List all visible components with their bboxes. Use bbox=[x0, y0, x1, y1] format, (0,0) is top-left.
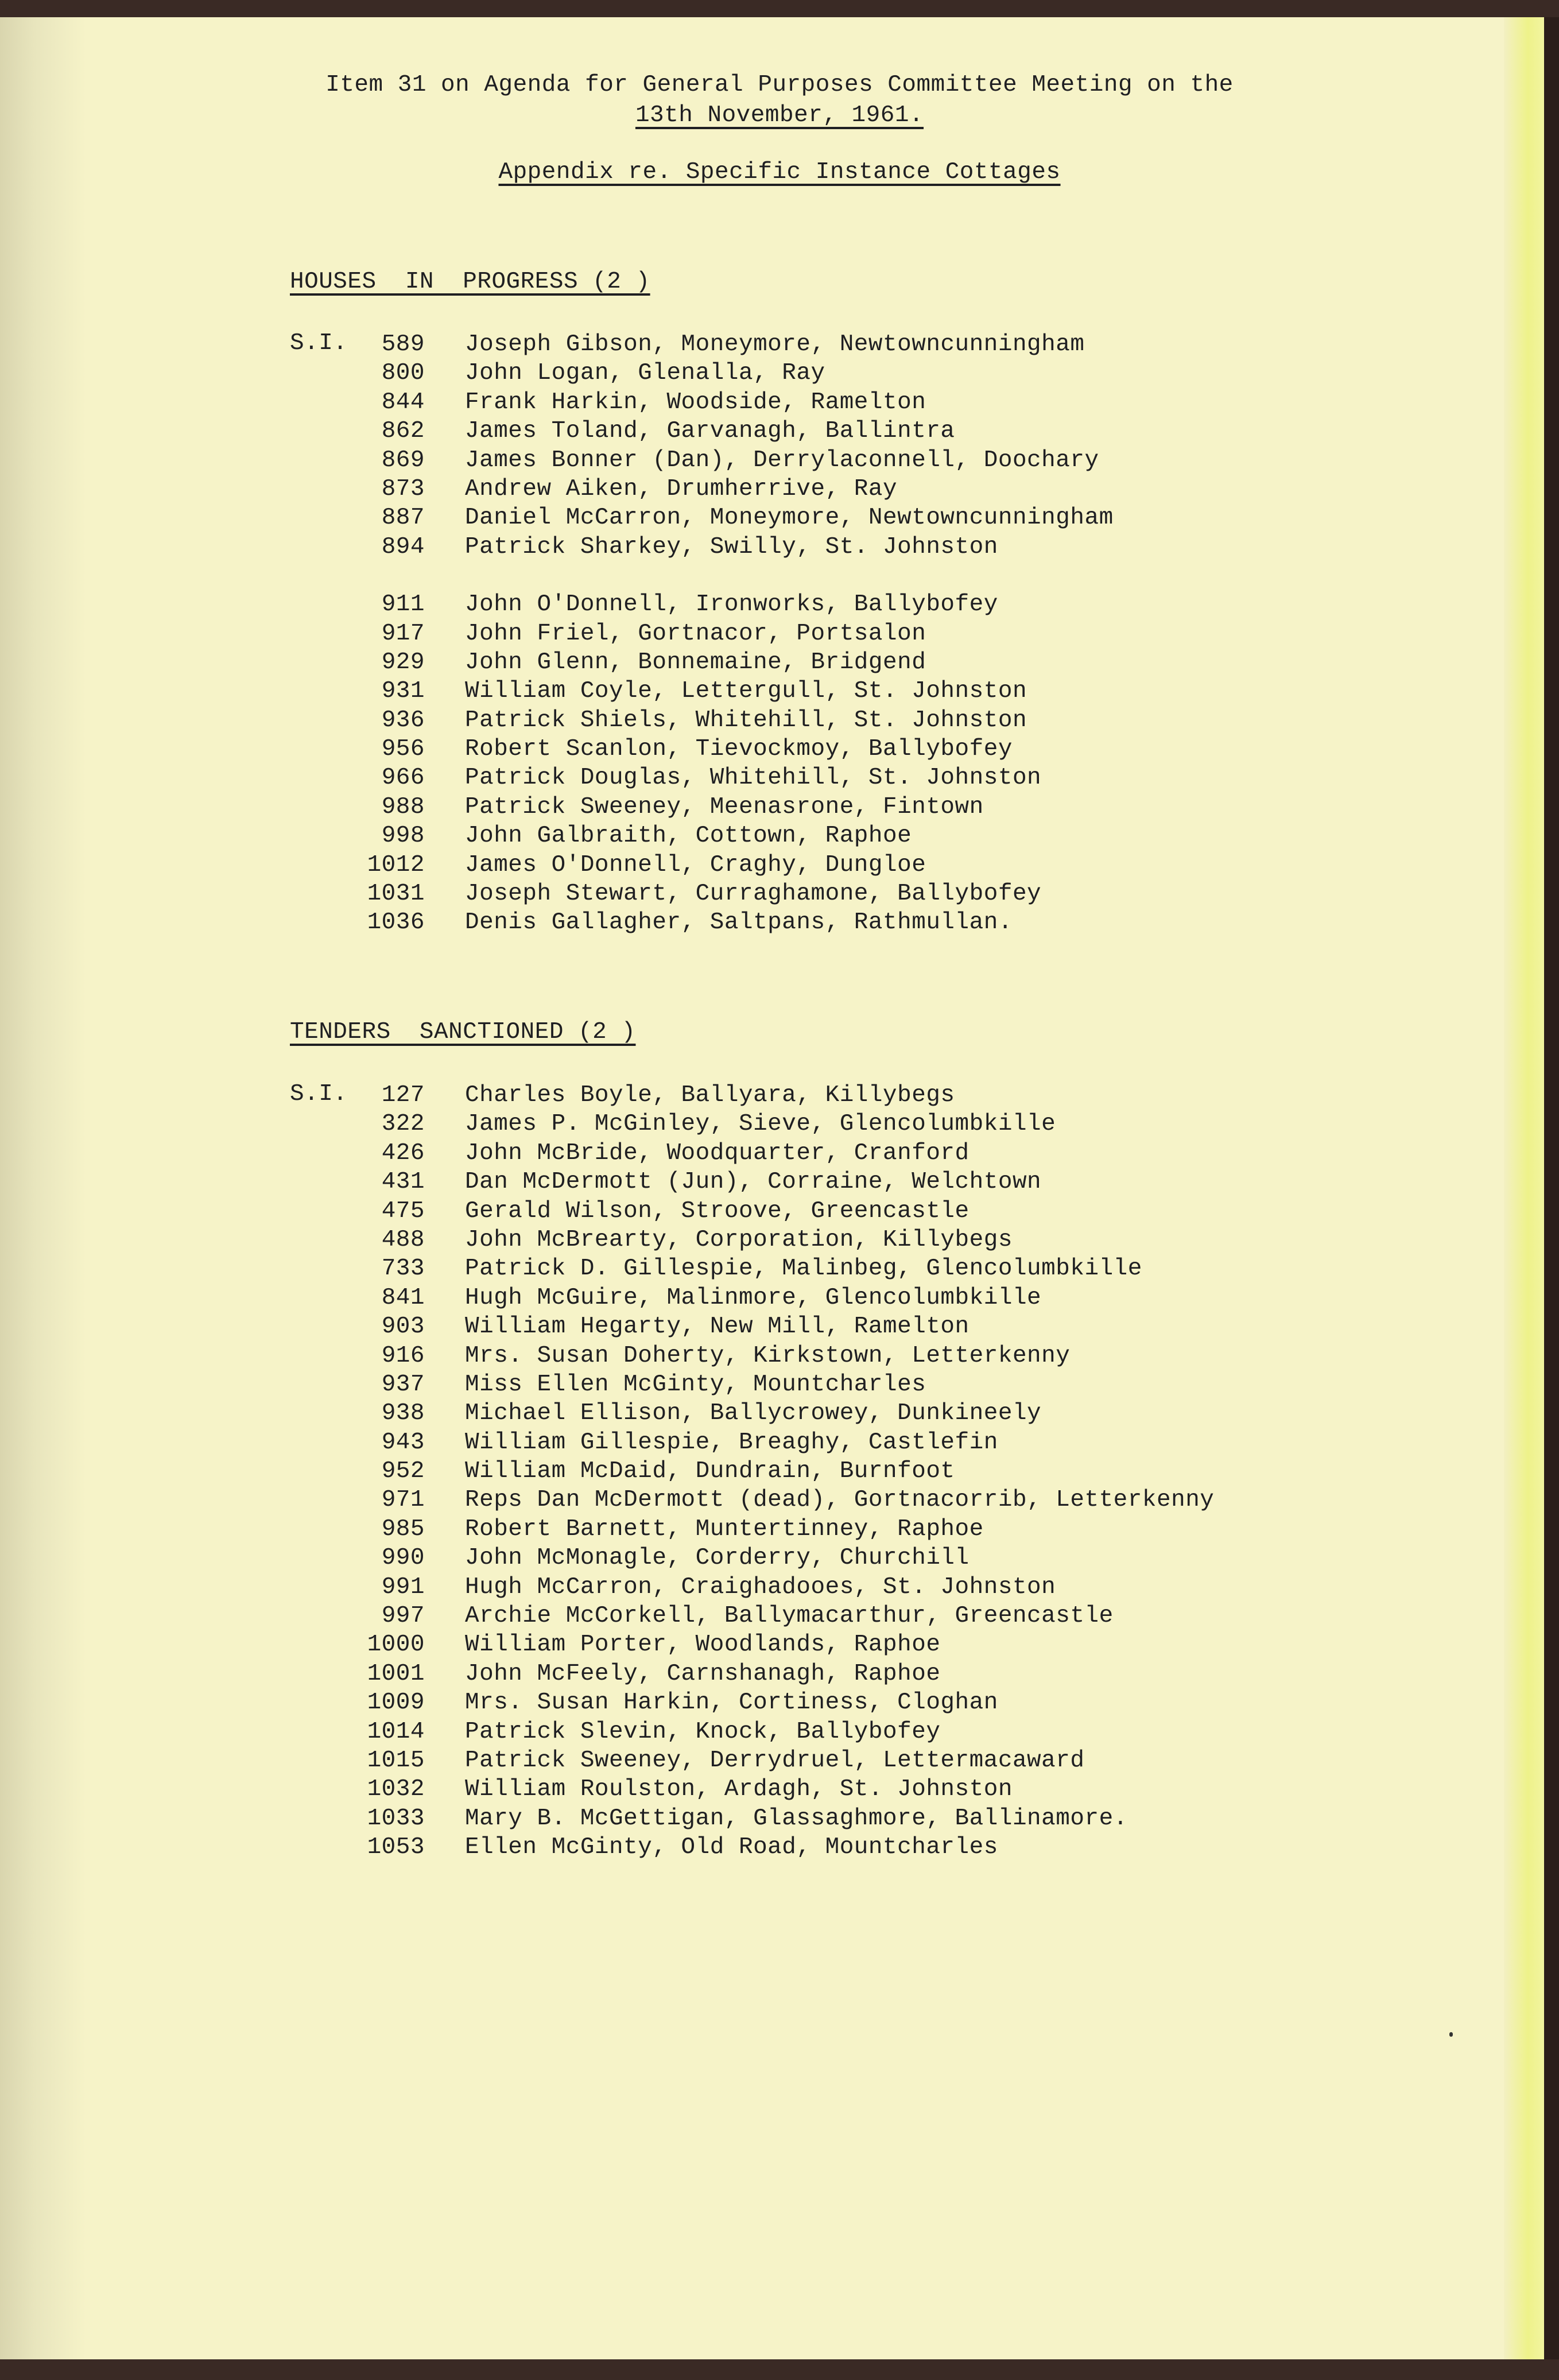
applicant-entry: Andrew Aiken, Drumherrive, Ray bbox=[465, 475, 898, 502]
list-item bbox=[321, 503, 1412, 532]
applicant-entry: Michael Ellison, Ballycrowey, Dunkineely bbox=[465, 1400, 1042, 1427]
list-item bbox=[321, 590, 1412, 619]
si-number: 966 bbox=[381, 765, 425, 792]
si-number: 1031 bbox=[367, 881, 425, 908]
si-number: 844 bbox=[381, 389, 425, 416]
list-item bbox=[321, 1718, 1412, 1746]
si-number: 1009 bbox=[367, 1689, 425, 1716]
si-number: 1033 bbox=[367, 1805, 425, 1832]
tenders-sanctioned-list bbox=[321, 1081, 1412, 1862]
applicant-entry: Mary B. McGettigan, Glassaghmore, Ballinamore. bbox=[465, 1805, 1128, 1832]
list-item bbox=[321, 417, 1412, 445]
applicant-entry: Patrick Slevin, Knock, Ballybofey bbox=[465, 1718, 941, 1745]
si-number: 998 bbox=[381, 823, 425, 850]
applicant-entry: Robert Scanlon, Tievockmoy, Ballybofey bbox=[465, 736, 1013, 763]
si-number: 431 bbox=[381, 1169, 425, 1196]
list-item bbox=[321, 851, 1412, 879]
applicant-entry: John McFeely, Carnshanagh, Raphoe bbox=[465, 1660, 941, 1687]
si-number: 956 bbox=[381, 736, 425, 763]
appendix-title-text: Appendix re. Specific Instance Cottages bbox=[498, 159, 1061, 185]
meeting-date bbox=[0, 102, 1544, 129]
applicant-entry: Joseph Gibson, Moneymore, Newtowncunningham bbox=[465, 331, 1085, 358]
si-number: 488 bbox=[381, 1226, 425, 1253]
applicant-entry: Hugh McCarron, Craighadooes, St. Johnston bbox=[465, 1573, 1056, 1600]
si-number: 1012 bbox=[367, 851, 425, 878]
applicant-entry: James Bonner (Dan), Derrylaconnell, Doochary bbox=[465, 447, 1099, 474]
applicant-entry: Hugh McGuire, Malinmore, Glencolumbkille bbox=[465, 1284, 1042, 1311]
list-item bbox=[321, 763, 1412, 792]
applicant-entry: John Galbraith, Cottown, Raphoe bbox=[465, 823, 912, 850]
list-item bbox=[321, 619, 1412, 648]
list-item bbox=[321, 1226, 1412, 1254]
houses-in-progress-list bbox=[321, 330, 1412, 937]
si-number: 1036 bbox=[367, 909, 425, 936]
list-group bbox=[321, 330, 1412, 561]
applicant-entry: Patrick Sharkey, Swilly, St. Johnston bbox=[465, 533, 998, 560]
applicant-entry: John O'Donnell, Ironworks, Ballybofey bbox=[465, 591, 998, 618]
si-number: 985 bbox=[381, 1515, 425, 1542]
si-number: 127 bbox=[381, 1082, 425, 1108]
list-item bbox=[321, 1457, 1412, 1486]
applicant-entry: Ellen McGinty, Old Road, Mountcharles bbox=[465, 1834, 998, 1861]
applicant-entry: John Glenn, Bonnemaine, Bridgend bbox=[465, 649, 926, 676]
list-item bbox=[321, 1342, 1412, 1370]
list-group bbox=[321, 590, 1412, 937]
list-item bbox=[321, 648, 1412, 677]
si-number: 916 bbox=[381, 1342, 425, 1369]
si-number: 988 bbox=[381, 793, 425, 820]
list-item bbox=[321, 1284, 1412, 1312]
si-number: 943 bbox=[381, 1429, 425, 1456]
si-number: 936 bbox=[381, 707, 425, 734]
applicant-entry: Patrick Shiels, Whitehill, St. Johnston bbox=[465, 707, 1027, 734]
si-number: 733 bbox=[381, 1255, 425, 1282]
si-number: 841 bbox=[381, 1284, 425, 1311]
applicant-entry: William Roulston, Ardagh, St. Johnston bbox=[465, 1776, 1013, 1803]
meeting-date-text: 13th November, 1961. bbox=[635, 102, 924, 129]
applicant-entry: James P. McGinley, Sieve, Glencolumbkille bbox=[465, 1111, 1056, 1138]
si-number: 800 bbox=[381, 360, 425, 387]
list-item bbox=[321, 908, 1412, 937]
list-item bbox=[321, 1544, 1412, 1572]
applicant-entry: Robert Barnett, Muntertinney, Raphoe bbox=[465, 1515, 984, 1542]
section-heading-houses-in-progress: HOUSES IN PROGRESS (2 ) bbox=[290, 269, 650, 295]
si-number: 911 bbox=[381, 591, 425, 618]
list-item bbox=[321, 1254, 1412, 1283]
applicant-entry: Reps Dan McDermott (dead), Gortnacorrib, Letterkenny bbox=[465, 1487, 1215, 1514]
applicant-entry: John McBrearty, Corporation, Killybegs bbox=[465, 1226, 1013, 1253]
list-item bbox=[321, 359, 1412, 387]
list-item bbox=[321, 706, 1412, 735]
applicant-entry: William McDaid, Dundrain, Burnfoot bbox=[465, 1458, 955, 1485]
list-item bbox=[321, 446, 1412, 475]
si-number: 475 bbox=[381, 1197, 425, 1224]
list-group bbox=[321, 1081, 1412, 1862]
list-item bbox=[321, 1110, 1412, 1138]
si-number: 1000 bbox=[367, 1631, 425, 1658]
applicant-entry: John McBride, Woodquarter, Cranford bbox=[465, 1139, 969, 1166]
list-item bbox=[321, 1081, 1412, 1110]
list-item bbox=[321, 1428, 1412, 1457]
list-item bbox=[321, 533, 1412, 561]
si-number: 929 bbox=[381, 649, 425, 676]
si-number: 589 bbox=[381, 331, 425, 358]
applicant-entry: Dan McDermott (Jun), Corraine, Welchtown bbox=[465, 1169, 1042, 1196]
si-number: 869 bbox=[381, 447, 425, 474]
applicant-entry: Archie McCorkell, Ballymacarthur, Greencastle bbox=[465, 1603, 1114, 1630]
list-item bbox=[321, 1746, 1412, 1775]
si-number: 1032 bbox=[367, 1776, 425, 1803]
si-number: 903 bbox=[381, 1313, 425, 1340]
si-number: 937 bbox=[381, 1371, 425, 1398]
list-item bbox=[321, 735, 1412, 763]
applicant-entry: John Logan, Glenalla, Ray bbox=[465, 360, 825, 387]
applicant-entry: Frank Harkin, Woodside, Ramelton bbox=[465, 389, 926, 416]
applicant-entry: Daniel McCarron, Moneymore, Newtowncunningham bbox=[465, 505, 1114, 532]
list-item bbox=[321, 1573, 1412, 1602]
applicant-entry: William Hegarty, New Mill, Ramelton bbox=[465, 1313, 969, 1340]
list-item bbox=[321, 330, 1412, 359]
applicant-entry: Patrick Sweeney, Derrydruel, Lettermacaward bbox=[465, 1747, 1085, 1774]
si-number: 931 bbox=[381, 678, 425, 705]
applicant-entry: Miss Ellen McGinty, Mountcharles bbox=[465, 1371, 926, 1398]
list-item bbox=[321, 1630, 1412, 1659]
list-item bbox=[321, 1139, 1412, 1168]
si-number: 887 bbox=[381, 505, 425, 532]
list-item bbox=[321, 1168, 1412, 1196]
applicant-entry: James O'Donnell, Craghy, Dungloe bbox=[465, 851, 926, 878]
si-number: 1053 bbox=[367, 1834, 425, 1861]
document-page bbox=[0, 17, 1544, 2359]
si-number: 1015 bbox=[367, 1747, 425, 1774]
list-item bbox=[321, 1660, 1412, 1688]
si-number: 1001 bbox=[367, 1660, 425, 1687]
si-prefix: S.I. bbox=[290, 1081, 348, 1107]
si-number: 426 bbox=[381, 1139, 425, 1166]
applicant-entry: Joseph Stewart, Curraghamone, Ballybofey bbox=[465, 881, 1042, 908]
si-number: 991 bbox=[381, 1573, 425, 1600]
applicant-entry: Mrs. Susan Harkin, Cortiness, Cloghan bbox=[465, 1689, 998, 1716]
paper-speck bbox=[1449, 2032, 1453, 2037]
list-item bbox=[321, 879, 1412, 908]
si-number: 990 bbox=[381, 1545, 425, 1572]
list-item bbox=[321, 1197, 1412, 1226]
list-item bbox=[321, 1775, 1412, 1804]
page-binding-shadow bbox=[0, 17, 86, 2359]
list-item bbox=[321, 1688, 1412, 1717]
si-number: 997 bbox=[381, 1603, 425, 1630]
applicant-entry: John Friel, Gortnacor, Portsalon bbox=[465, 620, 926, 647]
si-number: 938 bbox=[381, 1400, 425, 1427]
applicant-entry: Denis Gallagher, Saltpans, Rathmullan. bbox=[465, 909, 1013, 936]
list-item bbox=[321, 388, 1412, 417]
applicant-entry: John McMonagle, Corderry, Churchill bbox=[465, 1545, 969, 1572]
si-number: 862 bbox=[381, 418, 425, 445]
list-item bbox=[321, 677, 1412, 706]
list-item bbox=[321, 1399, 1412, 1428]
si-number: 971 bbox=[381, 1487, 425, 1514]
list-item bbox=[321, 475, 1412, 503]
applicant-entry: William Coyle, Lettergull, St. Johnston bbox=[465, 678, 1027, 705]
list-item bbox=[321, 1804, 1412, 1833]
si-number: 894 bbox=[381, 533, 425, 560]
applicant-entry: Charles Boyle, Ballyara, Killybegs bbox=[465, 1082, 955, 1108]
appendix-title bbox=[0, 159, 1544, 185]
si-number: 1014 bbox=[367, 1718, 425, 1745]
section-heading-tenders-sanctioned: TENDERS SANCTIONED (2 ) bbox=[290, 1019, 636, 1045]
applicant-entry: Gerald Wilson, Stroove, Greencastle bbox=[465, 1197, 969, 1224]
agenda-item-title: Item 31 on Agenda for General Purposes Committee Meeting on the bbox=[325, 72, 1234, 98]
si-number: 952 bbox=[381, 1458, 425, 1485]
si-number: 322 bbox=[381, 1111, 425, 1138]
list-item bbox=[321, 1370, 1412, 1399]
applicant-entry: Mrs. Susan Doherty, Kirkstown, Letterkenny bbox=[465, 1342, 1071, 1369]
list-item bbox=[321, 821, 1412, 850]
list-item bbox=[321, 1602, 1412, 1630]
applicant-entry: Patrick Douglas, Whitehill, St. Johnston bbox=[465, 765, 1042, 792]
list-item bbox=[321, 1833, 1412, 1862]
si-number: 873 bbox=[381, 475, 425, 502]
applicant-entry: William Porter, Woodlands, Raphoe bbox=[465, 1631, 941, 1658]
list-item bbox=[321, 793, 1412, 821]
scan-border bbox=[1544, 17, 1559, 2359]
list-item bbox=[321, 1312, 1412, 1341]
si-prefix: S.I. bbox=[290, 330, 348, 356]
list-item bbox=[321, 1486, 1412, 1514]
applicant-entry: James Toland, Garvanagh, Ballintra bbox=[465, 418, 955, 445]
si-number: 917 bbox=[381, 620, 425, 647]
list-item bbox=[321, 1515, 1412, 1544]
applicant-entry: Patrick D. Gillespie, Malinbeg, Glencolumbkille bbox=[465, 1255, 1142, 1282]
applicant-entry: William Gillespie, Breaghy, Castlefin bbox=[465, 1429, 998, 1456]
applicant-entry: Patrick Sweeney, Meenasrone, Fintown bbox=[465, 793, 984, 820]
yellow-page-edge bbox=[1504, 17, 1544, 2359]
